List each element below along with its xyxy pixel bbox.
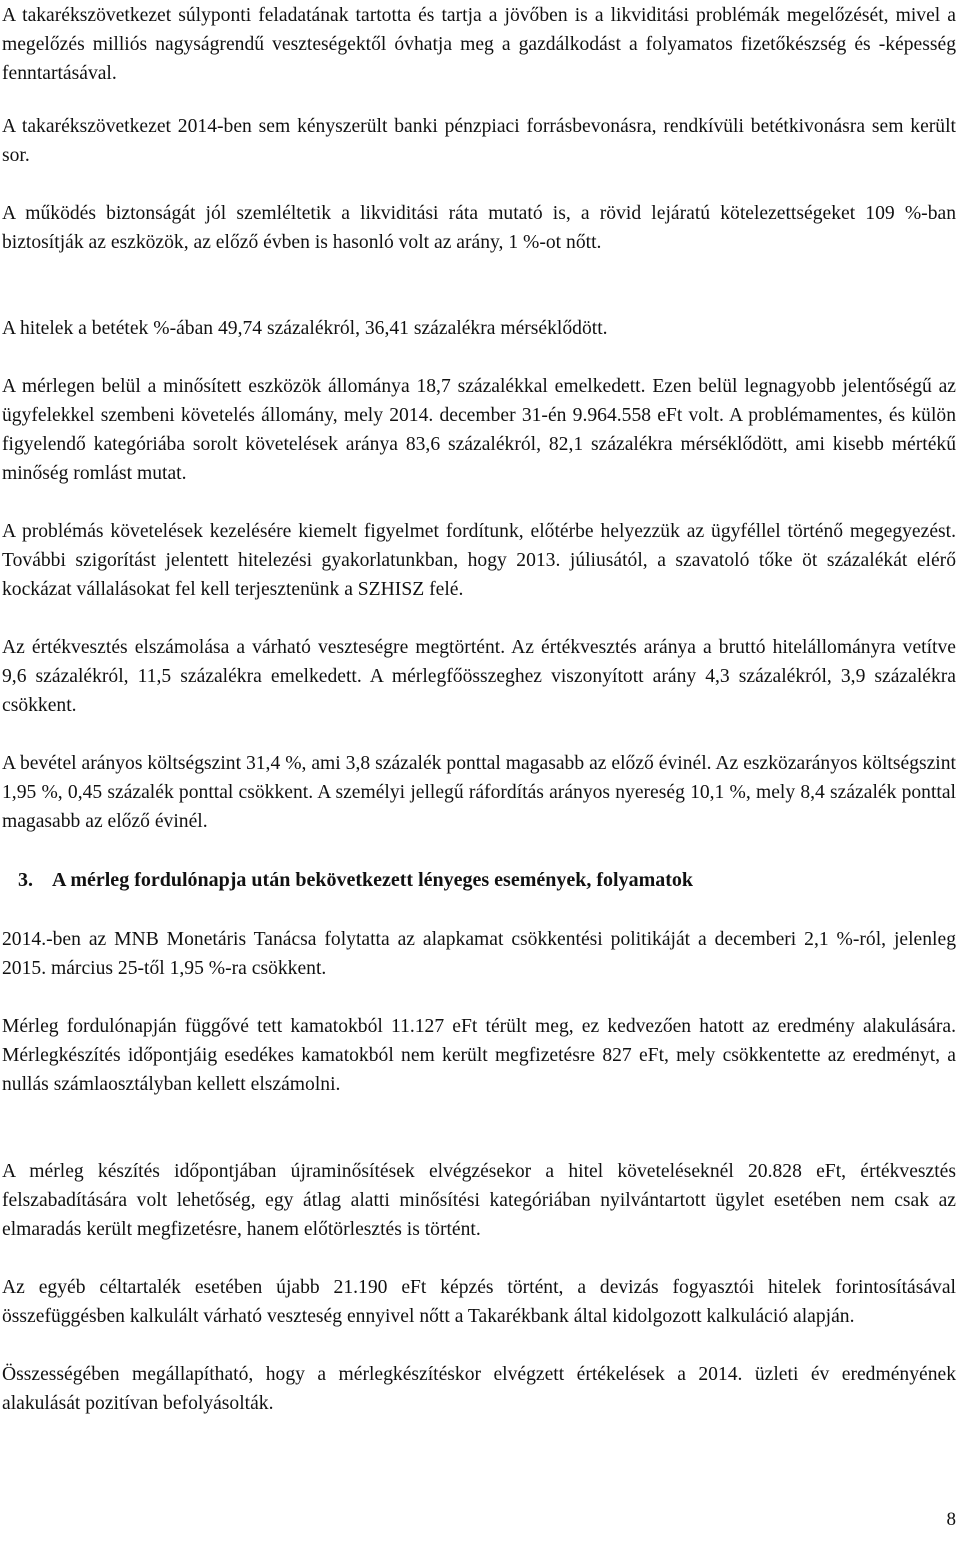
section-heading: [18, 866, 948, 895]
paragraph-impairment: Az értékvesztés elszámolása a várható veszteségre megtörtént. Az értékvesztés aránya a bruttó hitelállományra vetítve 9,6 százalékról, 11,5 százalékra emelkedett. A mérlegfőösszeghez viszonyított arány 4,3 százalékról, 3,9 százalékra csökkent.: [2, 637, 956, 716]
paragraph-no-interbank-funding: A takarékszövetkezet 2014-ben sem kényszerült banki pénzpiaci forrásbevonásra, rendkívüli betétkivonásra sem került sor.: [2, 116, 956, 166]
paragraph-loan-deposit-ratio: A hitelek a betétek %-ában 49,74 százalékról, 36,41 százalékra mérséklődött.: [2, 318, 608, 339]
paragraph-other-provision: Az egyéb céltartalék esetében újabb 21.190 eFt képzés történt, a devizás fogyasztói hitelek forintosításával összefüggésben kalkulált várható veszteség ennyivel nőtt a Takarékbank által kidolgozott kalkuláció alapján.: [2, 1277, 956, 1327]
paragraph-summary: Összességében megállapítható, hogy a mérlegkészítéskor elvégzett értékelések a 2014. üzleti év eredményének alakulását pozitívan befolyásolták.: [2, 1364, 956, 1414]
paragraph-mnb-base-rate: 2014.-ben az MNB Monetáris Tanácsa folytatta az alapkamat csökkentési politikáját a decemberi 2,1 %-ról, jelenleg 2015. március 25-től 1,95 %-ra csökkent.: [2, 929, 956, 979]
section-title: A mérleg fordulónapja után bekövetkezett lényeges események, folyamatok: [52, 869, 694, 891]
paragraph-suspended-interest: Mérleg fordulónapján függővé tett kamatokból 11.127 eFt térült meg, ez kedvezően hatott az eredmény alakulására. Mérlegkészítés időpontjáig esedékes kamatokból nem került megfizetésre 827 eFt, mely csökkentette az eredményt, a nullás számlaosztályban kellett elszámolni.: [2, 1016, 956, 1095]
paragraph-qualified-assets: A mérlegen belül a minősített eszközök állománya 18,7 százalékkal emelkedett. Ezen belül legnagyobb jelentőségű az ügyfelekkel szembeni követelés állomány, mely 2014. december 31-én 9.964.558 eFt volt. A problémamentes, és külön figyelendő kategóriába sorolt követelések aránya 83,6 százalékról, 82,1 százalékra mérséklődött, ami kisebb mértékű minőség romlást mutat.: [2, 376, 956, 484]
paragraph-cost-level: A bevétel arányos költségszint 31,4 %, ami 3,8 százalék ponttal magasabb az előző évinél. Az eszközarányos költségszint 1,95 %, 0,45 százalék ponttal csökkent. A személyi jellegű ráfordítás arányos nyereség 10,1 %, mely 8,4 százalék ponttal magasabb az előző évinél.: [2, 753, 956, 832]
section-number: 3.: [18, 869, 33, 891]
paragraph-requalification: A mérleg készítés időpontjában újraminősítések elvégzésekor a hitel követeléseknél 20.828 eFt, értékvesztés felszabadítására volt lehetőség, egy átlag alatti minősítési kategóriában nyilvántartott ügylet esetében nem csak az elmaradás került megfizetésre, hanem előtörlesztés is történt.: [2, 1161, 956, 1240]
paragraph-problem-receivables: A problémás követelések kezelésére kiemelt figyelmet fordítunk, előtérbe helyezzük az ügyféllel történő megegyezést. További szigorítást jelentett hitelezési gyakorlatunkban, hogy 2013. júliusától, a szavatoló tőke öt százalékát elérő kockázat vállalásokat fel kell terjesztenünk a SZHISZ felé.: [2, 521, 956, 600]
paragraph-liquidity-priority: A takarékszövetkezet súlyponti feladatának tartotta és tartja a jövőben is a likviditási problémák megelőzését, mivel a megelőzés milliós nagyságrendű veszteségektől óvhatja meg a gazdálkodást a folyamatos fizetőkészség és -képesség fenntartásával.: [2, 5, 956, 84]
paragraph-liquidity-ratio: A működés biztonságát jól szemléltetik a likviditási ráta mutató is, a rövid lejáratú kötelezettségeket 109 %-ban biztosítják az eszközök, az előző évben is hasonló volt az arány, 1 %-ot nőtt.: [2, 203, 956, 253]
page-number: 8: [946, 1509, 956, 1530]
